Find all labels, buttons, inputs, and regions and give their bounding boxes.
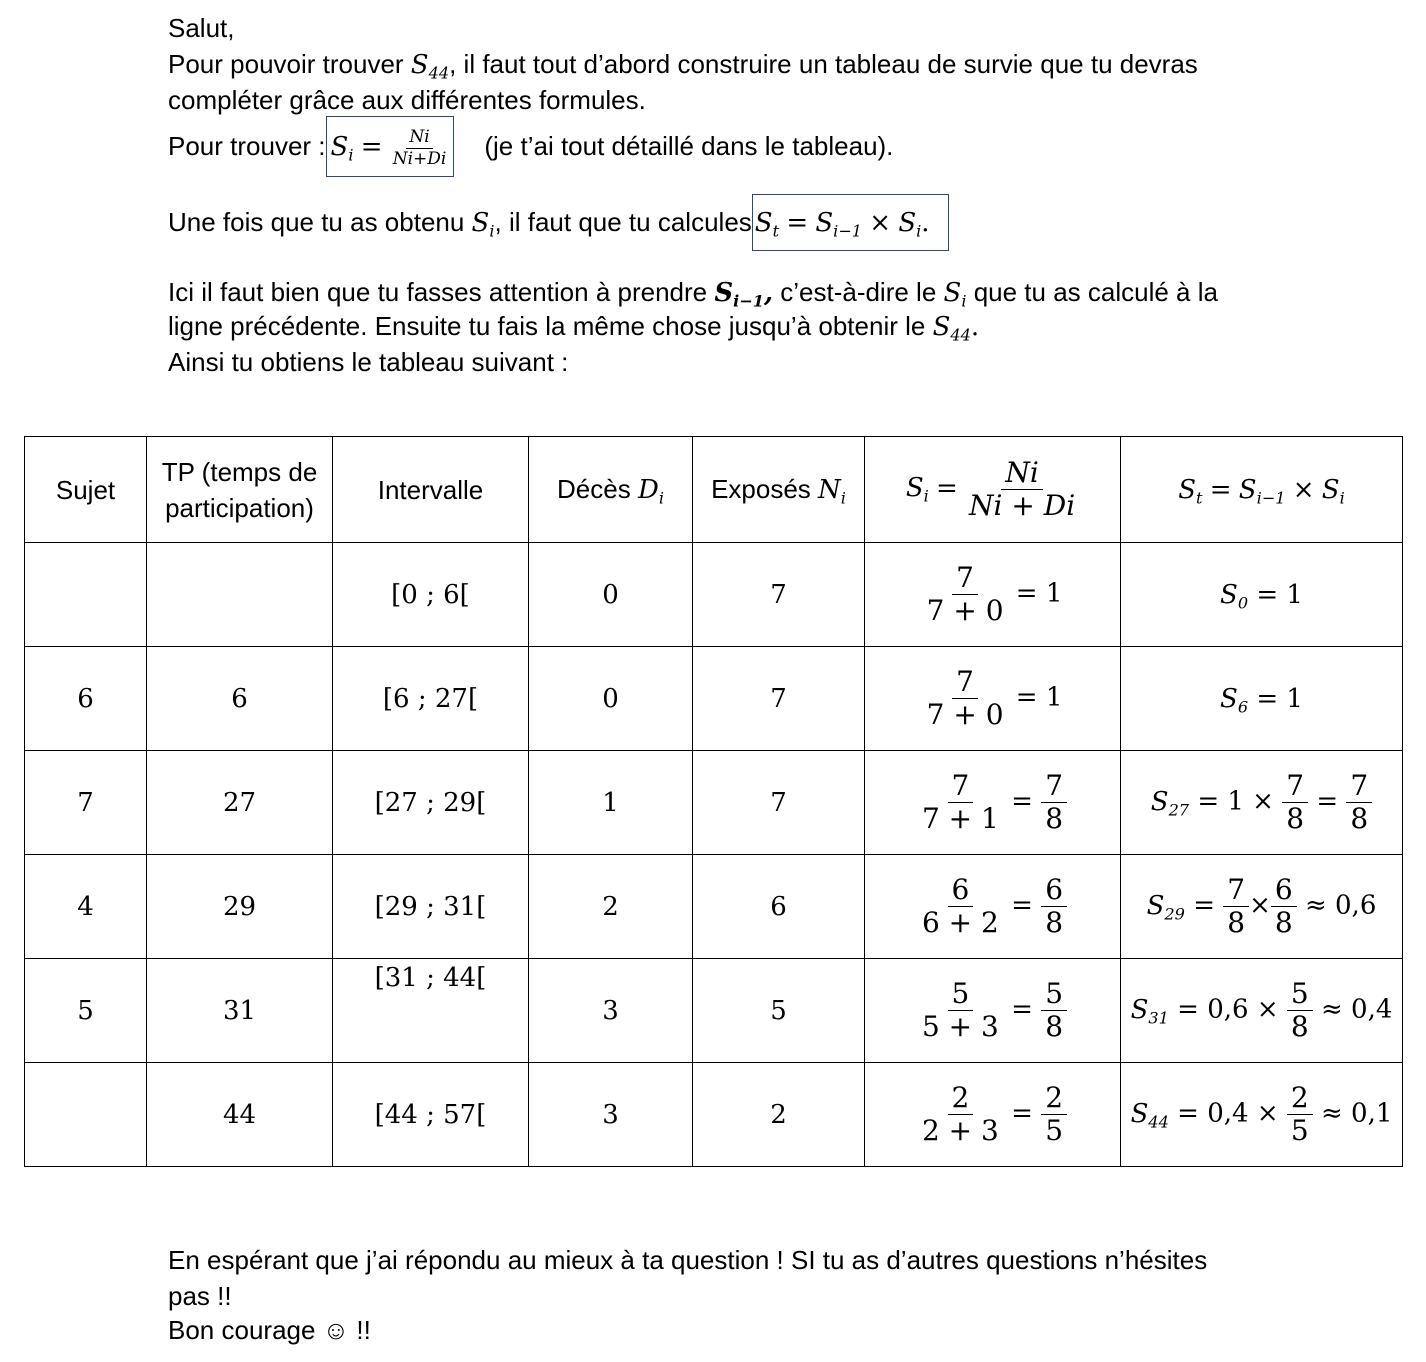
cell-tp: 31 [147,959,333,1063]
cell-deces: 0 [529,543,693,647]
greeting: Salut, [168,13,235,43]
cell-sujet [25,1063,147,1167]
cell-intervalle: [6 ; 27[ [333,647,529,751]
cell-si: $\frac{5}{5 + 3}$ = $\frac{5}{8}$ [865,959,1121,1063]
header-tp: TP (temps de participation) [147,437,333,543]
cell-deces: 0 [529,647,693,751]
cell-exposes: 7 [693,751,865,855]
intro-line-2: compléter grâce aux différentes formules. [168,85,646,115]
cell-st: $S_0 = 1$ [1121,543,1403,647]
header-si-formula: $S_i$ = $\frac{Ni}{Ni + Di}$ [865,437,1121,543]
cell-deces: 3 [529,1063,693,1167]
table-row [25,647,1403,751]
table-row [25,751,1403,855]
cell-sujet: 4 [25,855,147,959]
cell-st: $S_{31} = 0,6$ × $\frac{5}{8}$ ≈ 0,4 [1121,959,1403,1063]
cell-sujet: 5 [25,959,147,1063]
outro-line-3: Bon courage ☺ !! [168,1315,371,1345]
table-row [25,855,1403,959]
si-formula-box: $S_i$ = $\frac{Ni}{Ni+Di}$ [326,116,455,177]
intro-line-1: Pour pouvoir trouver $S_{44}$, il faut tout d’abord construire un tableau de survie que tu devras [168,49,1198,83]
cell-sujet: 6 [25,647,147,751]
cell-sujet: 7 [25,751,147,855]
cell-deces: 3 [529,959,693,1063]
table-header-row [25,437,1403,543]
outro-line-2: pas !! [168,1281,232,1311]
cell-tp: 44 [147,1063,333,1167]
cell-si: $\frac{7}{7 + 0}$ = 1 [865,647,1121,751]
cell-st: $S_{29}$ = $\frac{7}{8}$ × $\frac{6}{8}$ ≈ 0,6 [1121,855,1403,959]
cell-exposes: 2 [693,1063,865,1167]
intro-line-6: ligne précédente. Ensuite tu fais la même chose jusqu’à obtenir le $S_{44}$. [168,311,980,345]
cell-exposes: 7 [693,543,865,647]
header-sujet: Sujet [25,437,147,543]
outro-line-1: En espérant que j’ai répondu au mieux à ta question ! SI tu as d’autres questions n’hésites [168,1245,1208,1275]
cell-sujet [25,543,147,647]
cell-tp: 29 [147,855,333,959]
header-deces: Décès $D_i$ [529,437,693,543]
cell-intervalle: [27 ; 29[ [333,751,529,855]
cell-st: $S_6 = 1$ [1121,647,1403,751]
cell-exposes: 7 [693,647,865,751]
header-exposes: Exposés $N_i$ [693,437,865,543]
cell-intervalle: [29 ; 31[ [333,855,529,959]
cell-tp: 6 [147,647,333,751]
table-row [25,1063,1403,1167]
table-row [25,543,1403,647]
cell-st: $S_{27} = 1$ × $\frac{7}{8}$ = $\frac{7}{8}$ [1121,751,1403,855]
cell-deces: 2 [529,855,693,959]
cell-st: $S_{44} = 0,4$ × $\frac{2}{5}$ ≈ 0,1 [1121,1063,1403,1167]
cell-exposes: 5 [693,959,865,1063]
st-formula-box: $S_t = S_{i-1} \times S_i$. [752,194,949,251]
cell-deces: 1 [529,751,693,855]
intro-line-7: Ainsi tu obtiens le tableau suivant : [168,347,569,377]
intro-line-3: Pour trouver : $S_i$ = $\frac{Ni}{Ni+Di}$ (je t’ai tout détaillé dans le tableau). [168,116,893,177]
cell-si: $\frac{7}{7 + 1}$ = $\frac{7}{8}$ [865,751,1121,855]
cell-si: $\frac{2}{2 + 3}$ = $\frac{2}{5}$ [865,1063,1121,1167]
cell-exposes: 6 [693,855,865,959]
cell-intervalle: [31 ; 44[ [333,959,529,1063]
table-row [25,959,1403,1063]
header-st-formula: $S_t = S_{i-1} \times S_i$ [1121,437,1403,543]
header-intervalle: Intervalle [333,437,529,543]
cell-si: $\frac{6}{6 + 2}$ = $\frac{6}{8}$ [865,855,1121,959]
cell-intervalle: [44 ; 57[ [333,1063,529,1167]
cell-si: $\frac{7}{7 + 0}$ = 1 [865,543,1121,647]
survival-table [24,436,1403,1167]
intro-line-5: Ici il faut bien que tu fasses attention à prendre $S_{i-1}$, c’est-à-dire le $S_i$ que tu as calculé à la [168,277,1218,311]
cell-tp: 27 [147,751,333,855]
cell-intervalle: [0 ; 6[ [333,543,529,647]
intro-line-4: Une fois que tu as obtenu $S_i$, il faut que tu calcules $S_t = S_{i-1} \times S_i$. [168,194,949,251]
cell-tp [147,543,333,647]
